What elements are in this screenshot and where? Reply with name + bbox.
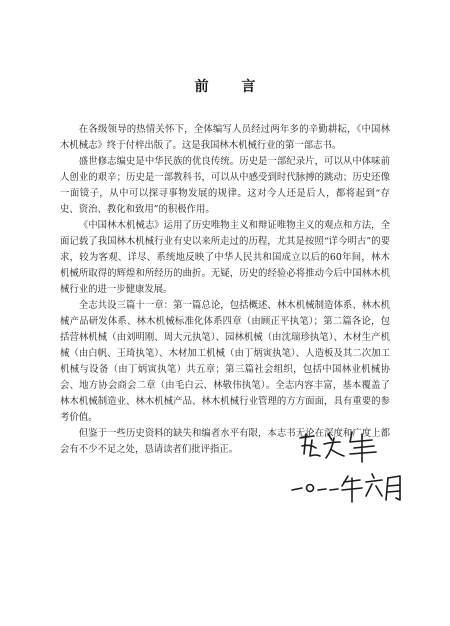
signature-name-strokes: [300, 432, 376, 462]
signature-date-strokes: [292, 474, 400, 502]
paragraph-1: 在各级领导的热情关怀下，全体编写人员经过两年多的辛勤耕耘，《中国林木机械志》终于付梓出版了。这是我国林木机械行业的第一部志书。: [60, 124, 390, 151]
handwritten-signature: [290, 420, 410, 520]
preface-body: [60, 122, 390, 458]
paragraph-3: 《中国林木机械志》运用了历史唯物主义和辩证唯物主义的观点和方法，全面记载了我国林木机械行业有史以来所走过的历程，尤其是按照“详今明古”的要求，较为客观、详尽、系统地反映了中华人民共和国成立以后的60年间，林木机械所取得的辉煌和所经历的曲折。无疑，历史的经验必将推动今后中国林木机械行业的进一步健康发展。: [60, 220, 390, 295]
paragraph-4: 全志共设三篇十一章：第一篇总论，包括概述、林木机械制造体系、林木机械产品研发体系、林木机械标准化体系四章（由顾正平执笔）；第二篇各论，包括营林机械（由刘明刚、周大元执笔）、园林机械（由沈瑞珍执笔）、木材生产机械（由白帆、王琦执笔）、木材加工机械（由丁炳寅执笔）、人造板及其二次加工机械与设备（由丁炳寅执笔）共五章；第三篇社会组织，包括中国林业机械协会、地方协会商会二章（由毛白云、林敬伟执笔）。全志内容丰富，基本覆盖了林木机械制造业、林木机械产品、林木机械行业管理的方方面面，具有重要的参考价值。: [60, 300, 390, 423]
page-title: 前 言: [194, 79, 270, 95]
paragraph-5: 但鉴于一些历史资料的缺失和编者水平有限，本志书无论在深度和广度上都会有不少不足之处，恳请读者们批评指正。: [60, 428, 390, 455]
paragraph-2: 盛世修志编史是中华民族的优良传统。历史是一部纪录片，可以从中体味前人创业的艰辛；历史是一部教科书，可以从中感受到时代脉搏的跳动；历史还像一面镜子，从中可以探寻事物发展的规律。这对今人还是后人，都将起到“存史、资治、教化和致用”的积极作用。: [60, 156, 390, 215]
